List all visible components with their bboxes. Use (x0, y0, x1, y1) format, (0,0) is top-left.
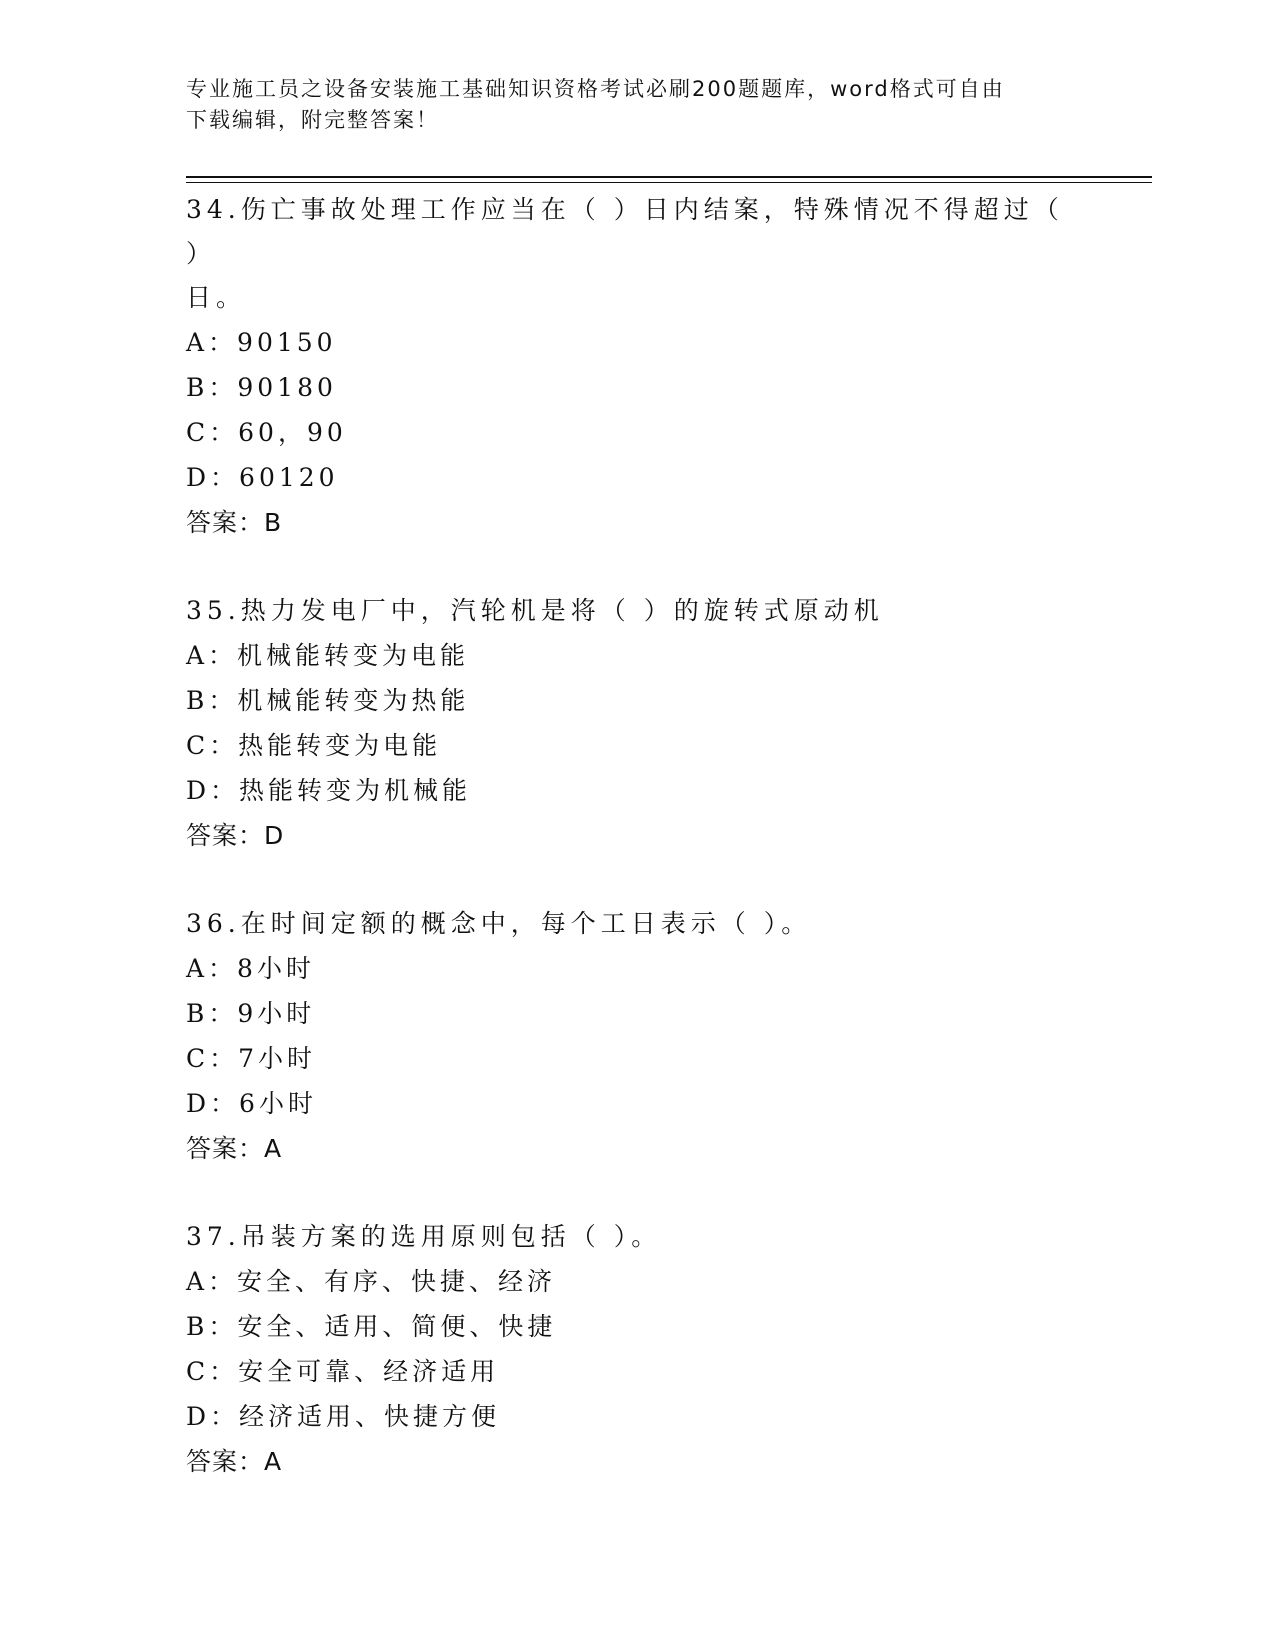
option-a: A：安全、有序、快捷、经济 (186, 1267, 557, 1296)
answer-line: 答案：B (186, 508, 283, 537)
option-d: D：热能转变为机械能 (186, 776, 472, 805)
option-c: C：60，90 (186, 418, 347, 447)
header-line-2: 下载编辑，附完整答案！ (186, 108, 439, 132)
option-d: D：60120 (186, 463, 339, 492)
question-34 (186, 188, 1086, 545)
option-c: C：7小时 (186, 1044, 317, 1073)
option-c: C：安全可靠、经济适用 (186, 1357, 500, 1386)
answer-line: 答案：A (186, 1134, 283, 1163)
header-divider-thick (186, 176, 1152, 178)
question-36 (186, 902, 1086, 1171)
question-stem-continued: 日。 (186, 283, 247, 312)
option-c: C：热能转变为电能 (186, 731, 442, 760)
question-stem: 34.伤亡事故处理工作应当在（ ）日内结案，特殊情况不得超过（ ） (186, 195, 1064, 268)
option-a: A：8小时 (186, 954, 315, 983)
header-divider-thin (186, 182, 1152, 183)
answer-line: 答案：D (186, 821, 285, 850)
question-37 (186, 1215, 1086, 1484)
question-stem: 37.吊装方案的选用原则包括（ ）。 (186, 1222, 662, 1251)
question-list (186, 188, 1086, 1528)
option-b: B：9小时 (186, 999, 316, 1028)
question-stem: 35.热力发电厂中，汽轮机是将（ ）的旋转式原动机 (186, 596, 884, 625)
option-a: A：90150 (186, 328, 337, 357)
document-header (186, 74, 1066, 136)
option-d: D：经济适用、快捷方便 (186, 1402, 501, 1431)
option-b: B：机械能转变为热能 (186, 686, 470, 715)
option-b: B：安全、适用、简便、快捷 (186, 1312, 557, 1341)
option-d: D：6小时 (186, 1089, 317, 1118)
header-line-1: 专业施工员之设备安装施工基础知识资格考试必刷200题题库，word格式可自由 (186, 77, 1005, 101)
answer-line: 答案：A (186, 1447, 283, 1476)
option-b: B：90180 (186, 373, 337, 402)
question-35 (186, 589, 1086, 858)
question-stem: 36.在时间定额的概念中，每个工日表示（ ）。 (186, 909, 812, 938)
option-a: A：机械能转变为电能 (186, 641, 470, 670)
